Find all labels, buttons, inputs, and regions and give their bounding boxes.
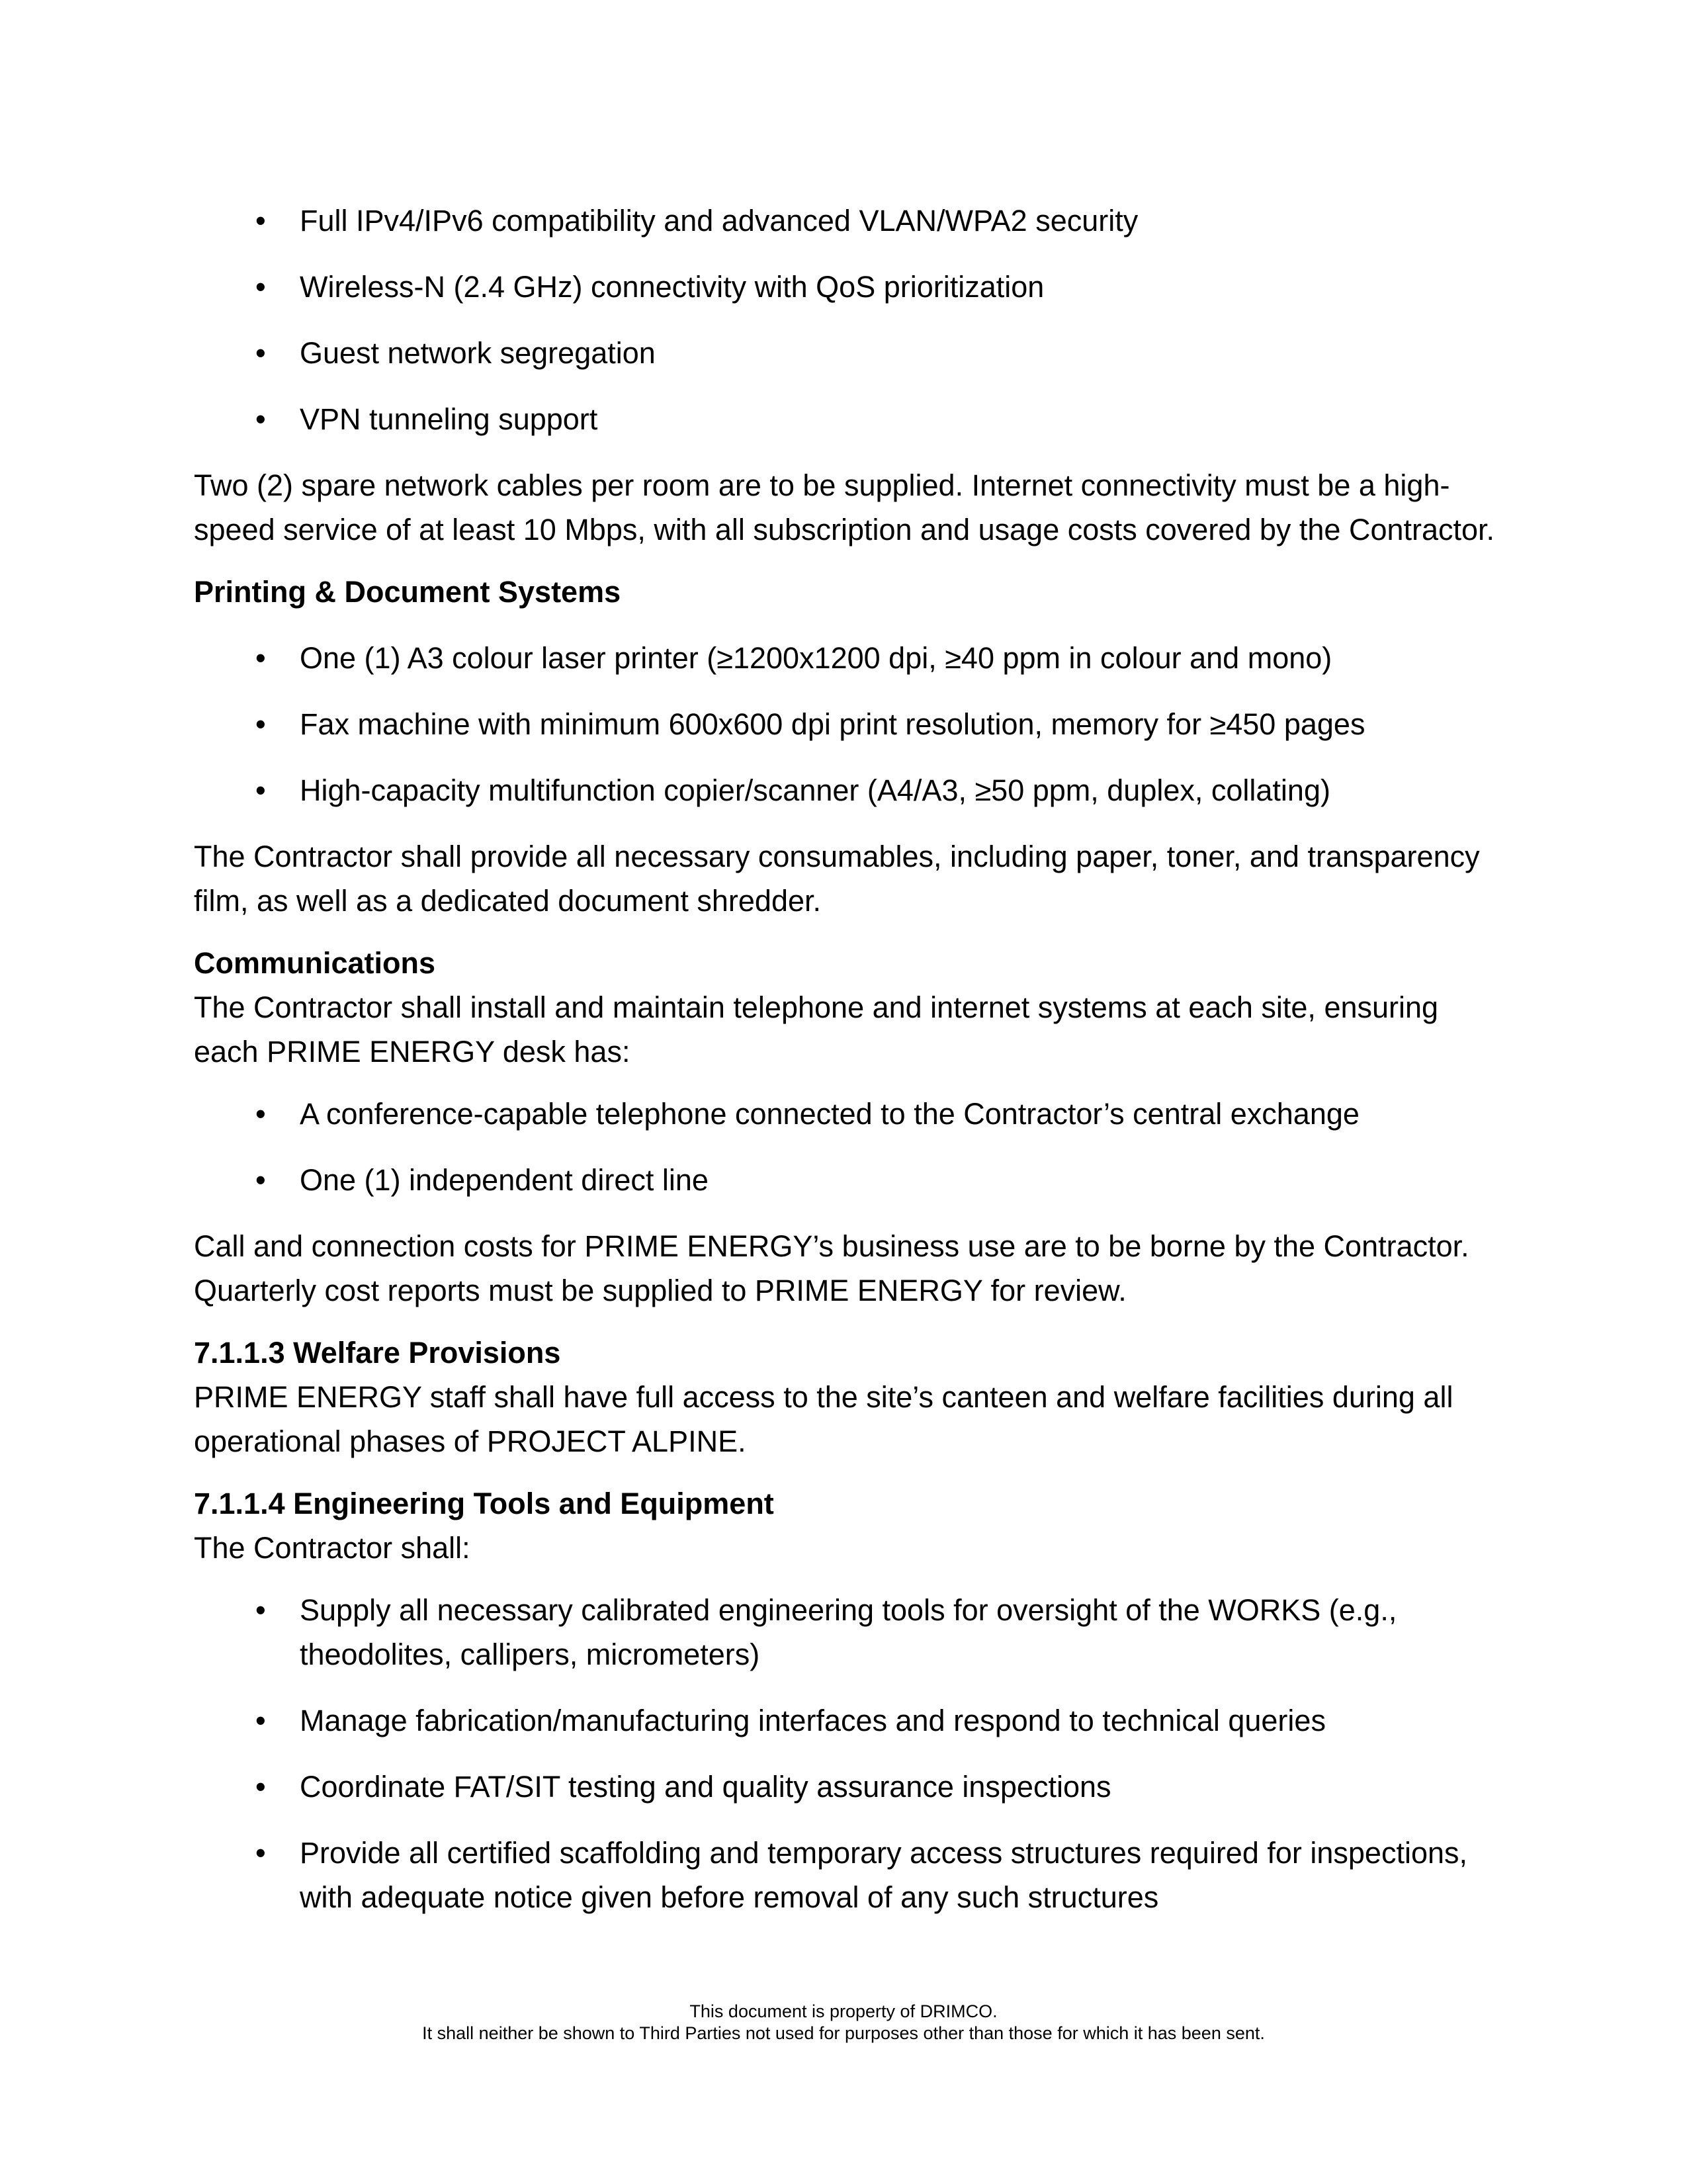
welfare-paragraph: PRIME ENERGY staff shall have full access to the site’s canteen and welfare facilities during all operational phases of PROJECT ALPINE.: [194, 1380, 1453, 1458]
bullet-icon: [255, 198, 266, 243]
list-item-text: Wireless-N (2.4 GHz) connectivity with QoS prioritization: [300, 270, 1045, 304]
network-paragraph: Two (2) spare network cables per room are to be supplied. Internet connectivity must be a high-speed service of at least 10 Mbps, with all subscription and usage costs covered by the Contractor.: [194, 468, 1495, 546]
footer-line-1: This document is property of DRIMCO.: [689, 2001, 998, 2021]
list-item: [194, 768, 1510, 812]
list-item-text: VPN tunneling support: [300, 402, 598, 436]
list-item: [194, 1831, 1510, 1919]
bullet-icon: [255, 1158, 266, 1202]
list-item: [194, 265, 1510, 309]
list-item: [194, 1698, 1510, 1743]
tools-intro: The Contractor shall:: [194, 1531, 470, 1565]
list-item: [194, 397, 1510, 441]
page-footer: [0, 2001, 1687, 2044]
bullet-icon: [255, 1831, 266, 1875]
communications-bullet-list: [194, 1092, 1510, 1202]
bullet-icon: [255, 702, 266, 746]
list-item-text: A conference-capable telephone connected to the Contractor’s central exchange: [300, 1097, 1360, 1131]
bullet-icon: [255, 1092, 266, 1136]
list-item-text: Manage fabrication/manufacturing interfaces and respond to technical queries: [300, 1704, 1326, 1737]
list-item-text: One (1) independent direct line: [300, 1163, 709, 1197]
bullet-icon: [255, 1698, 266, 1743]
list-item: [194, 1588, 1510, 1677]
bullet-icon: [255, 331, 266, 375]
printing-paragraph: The Contractor shall provide all necessary consumables, including paper, toner, and transparency film, as well as a dedicated document shredder.: [194, 840, 1480, 918]
list-item: [194, 636, 1510, 680]
list-item-text: Full IPv4/IPv6 compatibility and advanced VLAN/WPA2 security: [300, 204, 1139, 238]
list-item-text: Supply all necessary calibrated engineering tools for oversight of the WORKS (e.g., theodolites, callipers, micrometers): [300, 1593, 1397, 1671]
printing-bullet-list: [194, 636, 1510, 812]
list-item: [194, 198, 1510, 243]
bullet-icon: [255, 397, 266, 441]
list-item: [194, 1092, 1510, 1136]
bullet-icon: [255, 1588, 266, 1632]
list-item-text: Provide all certified scaffolding and temporary access structures required for inspections, with adequate notice given before removal of any such structures: [300, 1836, 1468, 1914]
list-item: [194, 702, 1510, 746]
heading-communications: Communications: [194, 946, 436, 980]
list-item-text: High-capacity multifunction copier/scanner (A4/A3, ≥50 ppm, duplex, collating): [300, 773, 1330, 807]
heading-engineering-tools: 7.1.1.4 Engineering Tools and Equipment: [194, 1487, 774, 1520]
bullet-icon: [255, 265, 266, 309]
footer-line-2: It shall neither be shown to Third Parties not used for purposes other than those for which it has been sent.: [422, 2023, 1265, 2043]
communications-paragraph: Call and connection costs for PRIME ENERGY’s business use are to be borne by the Contractor. Quarterly cost reports must be supplied to PRIME ENERGY for review.: [194, 1229, 1469, 1307]
communications-intro: The Contractor shall install and maintain telephone and internet systems at each site, ensuring each PRIME ENERGY desk has:: [194, 990, 1439, 1069]
bullet-icon: [255, 636, 266, 680]
network-bullet-list: [194, 198, 1510, 441]
heading-printing-document-systems: Printing & Document Systems: [194, 575, 621, 609]
document-content: [194, 198, 1510, 1941]
list-item: [194, 331, 1510, 375]
list-item: [194, 1765, 1510, 1809]
list-item: [194, 1158, 1510, 1202]
heading-welfare-provisions: 7.1.1.3 Welfare Provisions: [194, 1336, 561, 1370]
list-item-text: One (1) A3 colour laser printer (≥1200x1200 dpi, ≥40 ppm in colour and mono): [300, 641, 1332, 675]
list-item-text: Fax machine with minimum 600x600 dpi print resolution, memory for ≥450 pages: [300, 707, 1365, 741]
bullet-icon: [255, 768, 266, 812]
tools-bullet-list: [194, 1588, 1510, 1919]
bullet-icon: [255, 1765, 266, 1809]
list-item-text: Coordinate FAT/SIT testing and quality assurance inspections: [300, 1770, 1111, 1804]
list-item-text: Guest network segregation: [300, 336, 656, 370]
